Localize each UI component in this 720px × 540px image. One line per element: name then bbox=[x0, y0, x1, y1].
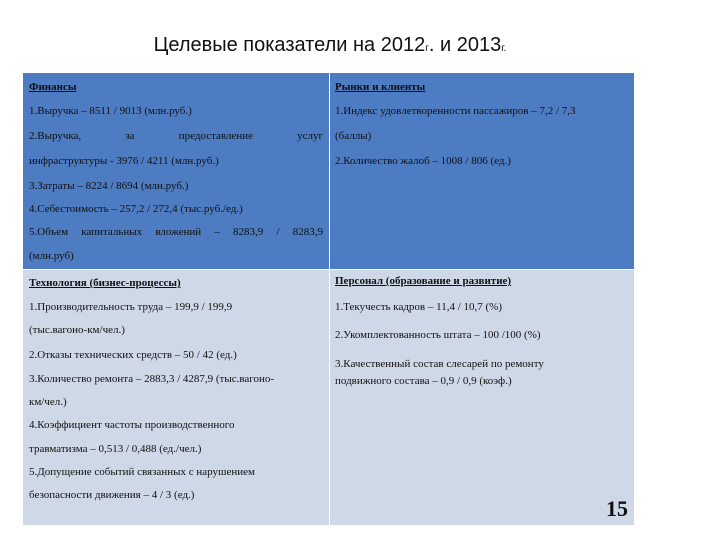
finance-line-6: 5.Объем капитальных вложений – 8283,9 / 8283,9 bbox=[29, 226, 323, 238]
technology-heading: Технология (бизнес-процессы) bbox=[29, 277, 181, 289]
personnel-heading: Персонал (образование и развитие) bbox=[335, 275, 512, 287]
technology-line-1: 1.Производительность труда – 199,9 / 199,9 bbox=[29, 301, 233, 313]
market-line-2: (баллы) bbox=[335, 130, 372, 142]
technology-line-4: 3.Количество ремонта – 2883,3 / 4287,9 (тыс.вагоно- bbox=[29, 373, 275, 385]
finance-line-5: 4.Себестоимость – 257,2 / 272,4 (тыс.руб./ед.) bbox=[29, 203, 243, 215]
slide-title: Целевые показатели на 2012г. и 2013г. bbox=[153, 34, 507, 56]
finance-line-4: 3.Затраты – 8224 / 8694 (млн.руб.) bbox=[29, 180, 189, 192]
personnel-line-3: 3.Качественный состав слесарей по ремонту bbox=[335, 358, 544, 370]
technology-cell bbox=[23, 269, 329, 525]
personnel-cell bbox=[329, 269, 634, 525]
row-divider bbox=[23, 269, 634, 270]
column-divider bbox=[329, 73, 330, 525]
technology-line-9: безопасности движения – 4 / 3 (ед.) bbox=[29, 489, 195, 501]
finance-line-2: 2.Выручка, за предоставление услуг bbox=[29, 130, 323, 142]
personnel-line-4: подвижного состава – 0,9 / 0,9 (коэф.) bbox=[335, 375, 512, 387]
page-number: 15 bbox=[606, 496, 628, 521]
finance-line-7: (млн.руб) bbox=[29, 250, 74, 262]
personnel-line-1: 1.Текучесть кадров – 11,4 / 10,7 (%) bbox=[335, 301, 503, 313]
personnel-line-2: 2.Укомплектованность штата – 100 /100 (%) bbox=[335, 329, 541, 341]
technology-line-3: 2.Отказы технических средств – 50 / 42 (ед.) bbox=[29, 349, 237, 361]
finance-line-1: 1.Выручка – 8511 / 9013 (млн.руб.) bbox=[29, 105, 192, 117]
market-line-3: 2.Количество жалоб – 1008 / 806 (ед.) bbox=[335, 155, 511, 167]
technology-line-7: травматизма – 0,513 / 0,488 (ед./чел.) bbox=[29, 443, 202, 455]
finance-line-3: инфраструктуры - 3976 / 4211 (млн.руб.) bbox=[29, 155, 219, 167]
finance-heading: Финансы bbox=[29, 81, 77, 93]
finance-cell bbox=[23, 73, 329, 269]
market-cell bbox=[329, 73, 634, 269]
market-line-1: 1.Индекс удовлетворенности пассажиров – 7,2 / 7,3 bbox=[335, 105, 576, 117]
technology-line-6: 4.Коэффициент частоты производственного bbox=[29, 419, 235, 431]
technology-line-2: (тыс.вагоно-км/чел.) bbox=[29, 324, 125, 336]
market-heading: Рынки и клиенты bbox=[335, 81, 426, 93]
technology-line-5: км/чел.) bbox=[29, 396, 67, 408]
technology-line-8: 5.Допущение событий связанных с нарушением bbox=[29, 466, 255, 478]
